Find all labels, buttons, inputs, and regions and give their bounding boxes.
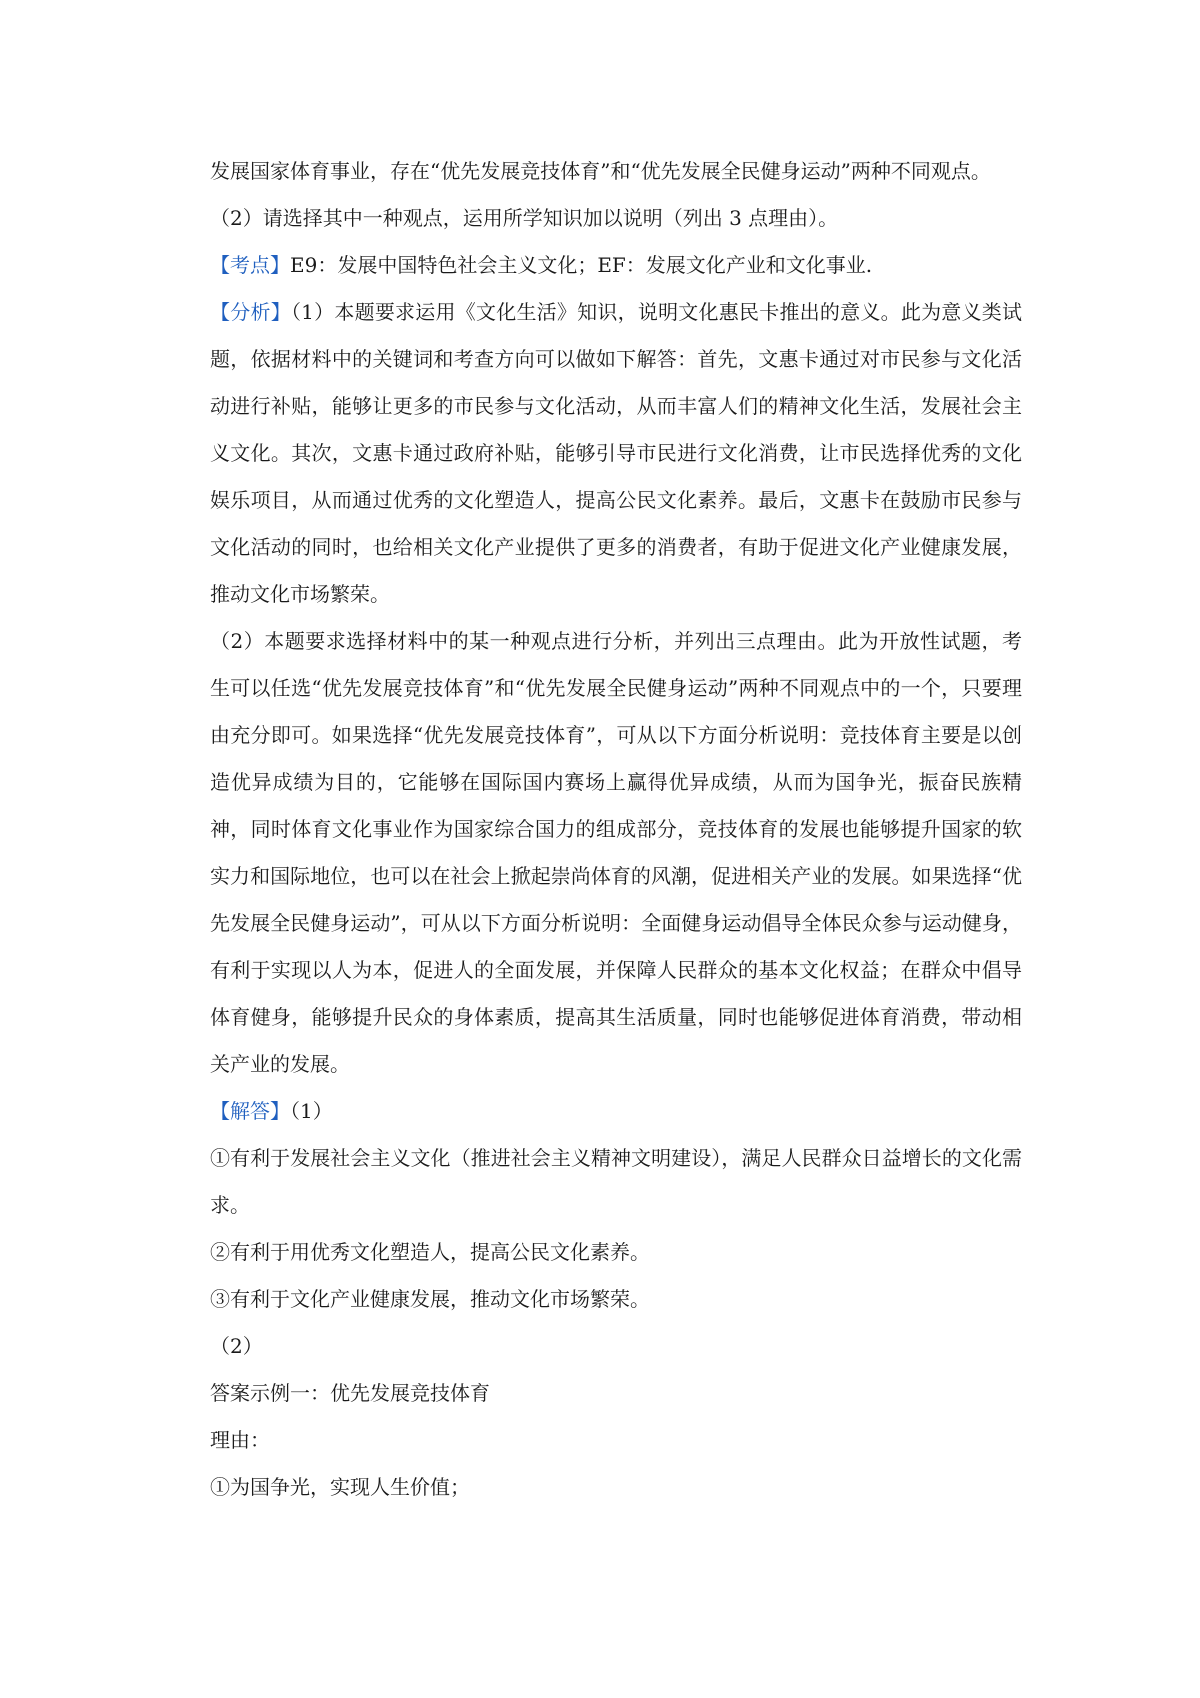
jieda-text: （1） [290, 1099, 333, 1123]
answer-point-1-text: ①有利于发展社会主义文化（推进社会主义精神文明建设），满足人民群众日益增长的文化需求。 [210, 1146, 1022, 1217]
answer-part-2-heading [210, 1323, 1022, 1370]
jieda-tag: 【解答】 [210, 1099, 290, 1123]
kaodian-text: E9：发展中国特色社会主义文化；EF：发展文化产业和文化事业. [290, 253, 873, 277]
fenxi-tag: 【分析】 [210, 300, 291, 324]
fenxi-2-text: （2）本题要求选择材料中的某一种观点进行分析，并列出三点理由。此为开放性试题，考生可以任选“优先发展竞技体育”和“优先发展全民健身运动”两种不同观点中的一个，只要理由充分即可。如果选择“优先发展竞技体育”，可从以下方面分析说明：竞技体育主要是以创造优异成绩为目的，它能够在国际国内赛场上赢得优异成绩，从而为国争光，振奋民族精神，同时体育文化事业作为国家综合国力的组成部分，竞技体育的发展也能够提升国家的软实力和国际地位，也可以在社会上掀起崇尚体育的风潮，促进相关产业的发展。如果选择“优先发展全民健身运动”，可从以下方面分析说明：全面健身运动倡导全体民众参与运动健身，有利于实现以人为本，促进人的全面发展，并保障人民群众的基本文化权益；在群众中倡导体育健身，能够提升民众的身体素质，提高其生活质量，同时也能够促进体育消费，带动相关产业的发展。 [210, 629, 1022, 1076]
answer-part-2-heading-text: （2） [210, 1334, 263, 1358]
answer-example-1 [210, 1370, 1022, 1417]
answer-point-2-text: ②有利于用优秀文化塑造人，提高公民文化素养。 [210, 1240, 650, 1264]
answer-point-2 [210, 1229, 1022, 1276]
reason-heading-text: 理由： [210, 1428, 270, 1452]
answer-example-1-text: 答案示例一：优先发展竞技体育 [210, 1381, 490, 1405]
answer-point-1 [210, 1135, 1022, 1229]
paragraph-1 [210, 148, 1022, 195]
paragraph-1-text: 发展国家体育事业，存在“优先发展竞技体育”和“优先发展全民健身运动”两种不同观点。 [210, 159, 991, 183]
answer-point-3 [210, 1276, 1022, 1323]
reason-heading [210, 1417, 1022, 1464]
paragraph-2-text: （2）请选择其中一种观点，运用所学知识加以说明（列出 3 点理由）。 [210, 206, 839, 230]
reason-point-1 [210, 1464, 1022, 1511]
kaodian-tag: 【考点】 [210, 253, 290, 277]
paragraph-fenxi-2 [210, 618, 1022, 1088]
paragraph-fenxi [210, 289, 1022, 618]
paragraph-kaodian [210, 242, 1022, 289]
fenxi-text: （1）本题要求运用《文化生活》知识，说明文化惠民卡推出的意义。此为意义类试题，依据材料中的关键词和考查方向可以做如下解答：首先，文惠卡通过对市民参与文化活动进行补贴，能够让更多的市民参与文化活动，从而丰富人们的精神文化生活，发展社会主义文化。其次，文惠卡通过政府补贴，能够引导市民进行文化消费，让市民选择优秀的文化娱乐项目，从而通过优秀的文化塑造人，提高公民文化素养。最后，文惠卡在鼓励市民参与文化活动的同时，也给相关文化产业提供了更多的消费者，有助于促进文化产业健康发展，推动文化市场繁荣。 [210, 300, 1023, 606]
paragraph-2 [210, 195, 1022, 242]
reason-point-1-text: ①为国争光，实现人生价值； [210, 1475, 470, 1499]
document-body [210, 148, 1022, 1511]
paragraph-jieda [210, 1088, 1022, 1135]
answer-point-3-text: ③有利于文化产业健康发展，推动文化市场繁荣。 [210, 1287, 650, 1311]
